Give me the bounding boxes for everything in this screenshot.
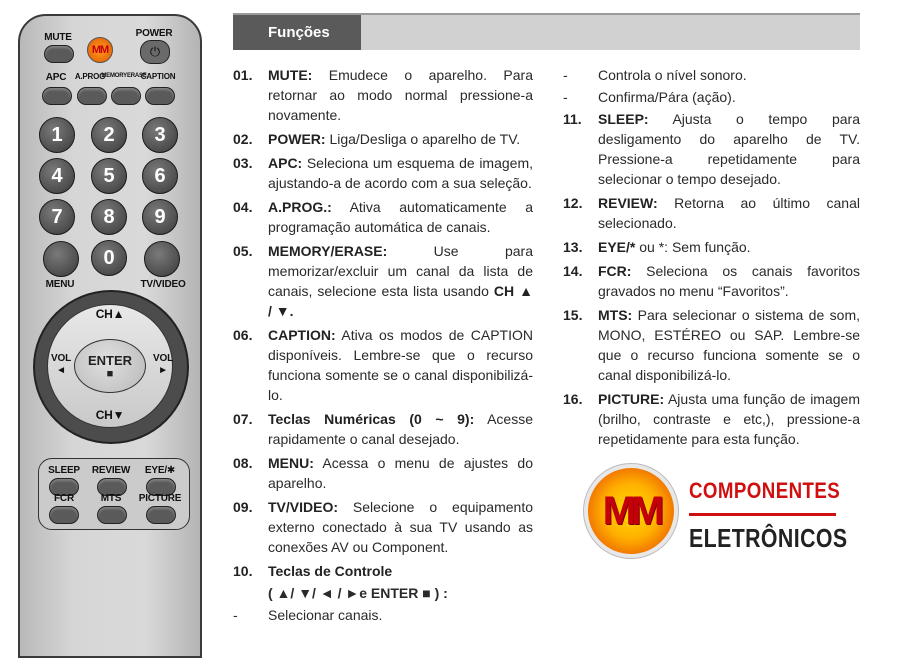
function-item: 15. MTS: Para selecionar o sistema de som, MONO, ESTÉREO ou SAP. Lembre-se que o recurso funciona somente se o canal disponibilizá-lo.: [563, 307, 860, 383]
mts-button: [97, 506, 127, 524]
bullet-item: - Controla o nível sonoro.: [563, 67, 747, 83]
section-header-bar: [233, 13, 860, 50]
power-label: POWER: [135, 28, 173, 39]
logo-componentes-text: COMPONENTES: [689, 478, 841, 503]
apc-label: APC: [45, 72, 67, 83]
function-item: 06. CAPTION: Ativa os modos de CAPTION disponíveis. Lembre-se que o recurso funciona somente se o canal disponibilizá-lo.: [233, 327, 533, 403]
left-arrow-icon: ◄: [56, 365, 66, 376]
function-item: 11. SLEEP: Ajusta o tempo para desligamento do aparelho de TV. Pressione-a repetidamente para selecionar o tempo desejado.: [563, 111, 860, 187]
bullet-item: - Selecionar canais.: [233, 607, 383, 623]
logo-eletronicos-text: ELETRÔNICOS: [689, 523, 848, 553]
num-8-button: 8: [91, 199, 127, 235]
mts-label: MTS: [100, 493, 122, 504]
right-arrow-icon: ►: [158, 365, 168, 376]
review-label: REVIEW: [91, 465, 131, 476]
menu-label: MENU: [45, 279, 75, 290]
num-1-button: 1: [39, 117, 75, 153]
section-title: Funções: [233, 15, 361, 50]
function-item: 03. APC: Seleciona um esquema de imagem, ajustando-a de acordo com a sua seleção.: [233, 155, 533, 191]
function-item: 12. REVIEW: Retorna ao último canal selecionado.: [563, 195, 860, 231]
num-0-button: 0: [91, 240, 127, 276]
power-icon: ⏻: [149, 44, 161, 59]
apc-button: [42, 87, 72, 105]
caption-label: CAPTION: [140, 72, 176, 81]
functions-column-left: [233, 65, 533, 627]
sleep-label: SLEEP: [48, 465, 80, 476]
mm-logo-badge: MM: [87, 37, 113, 63]
mm-logo-text: MM: [602, 488, 660, 533]
function-item: 09. TV/VIDEO: Selecione o equipamento externo conectado à sua TV usando as conexões AV ou Component.: [233, 499, 533, 555]
ch-down-label: CH▼: [95, 408, 125, 422]
logo-divider: [689, 513, 836, 516]
enter-label: ENTER: [87, 352, 133, 368]
num-4-button: 4: [39, 158, 75, 194]
function-item: 16. PICTURE: Ajusta uma função de imagem (brilho, contraste e etc,), pressione-a repetidamente para esta função.: [563, 391, 860, 447]
ch-up-label: CH▲: [95, 307, 125, 321]
picture-label: PICTURE: [138, 493, 182, 504]
function-item: 07. Teclas Numéricas (0 ~ 9): Acesse rapidamente o canal desejado.: [233, 411, 533, 447]
fcr-button: [49, 506, 79, 524]
aprog-button: [77, 87, 107, 105]
fcr-label: FCR: [54, 493, 74, 504]
mute-button: [44, 45, 74, 63]
remote-control-illustration: [0, 0, 215, 604]
controls-symbols-line: ( ▲/ ▼/ ◄ / ►e ENTER ■ ) :: [268, 585, 448, 601]
vol-left-label: VOL: [51, 353, 71, 364]
num-5-button: 5: [91, 158, 127, 194]
num-3-button: 3: [142, 117, 178, 153]
function-item: 10. Teclas de Controle: [233, 563, 393, 579]
aprog-label: A.PROG: [74, 72, 106, 81]
picture-button: [146, 506, 176, 524]
num-7-button: 7: [39, 199, 75, 235]
eye-label: EYE/✱: [144, 465, 176, 476]
memory-label: MEMORYERASE: [101, 73, 147, 79]
function-item: 01. MUTE: Emudece o aparelho. Para retornar ao modo normal pressione-a novamente.: [233, 67, 533, 123]
function-item: 04. A.PROG.: Ativa automaticamente a programação automática de canais.: [233, 199, 533, 235]
stop-icon: ■: [106, 367, 114, 380]
tvvideo-label: TV/VIDEO: [140, 279, 186, 290]
function-item: 13. EYE/* ou *: Sem função.: [563, 239, 751, 255]
bullet-item: - Confirma/Pára (ação).: [563, 89, 736, 105]
num-6-button: 6: [142, 158, 178, 194]
memory-button: [111, 87, 141, 105]
power-button: [140, 40, 170, 64]
vol-right-label: VOL: [153, 353, 173, 364]
function-item: 08. MENU: Acessa o menu de ajustes do aparelho.: [233, 455, 533, 491]
num-9-button: 9: [142, 199, 178, 235]
functions-column-right: [563, 65, 860, 453]
caption-button: [145, 87, 175, 105]
mm-logo-circle: [588, 468, 674, 554]
num-2-button: 2: [91, 117, 127, 153]
enter-button: [74, 339, 146, 393]
menu-button: [43, 241, 79, 277]
mute-label: MUTE: [44, 32, 72, 43]
function-item: 05. MEMORY/ERASE: Use para memorizar/excluir um canal da lista de canais, selecione esta lista usando CH ▲ / ▼.: [233, 243, 534, 319]
tvvideo-button: [144, 241, 180, 277]
function-item: 14. FCR: Seleciona os canais favoritos gravados no menu “Favoritos”.: [563, 263, 860, 299]
function-item: 02. POWER: Liga/Desliga o aparelho de TV.: [233, 131, 521, 147]
